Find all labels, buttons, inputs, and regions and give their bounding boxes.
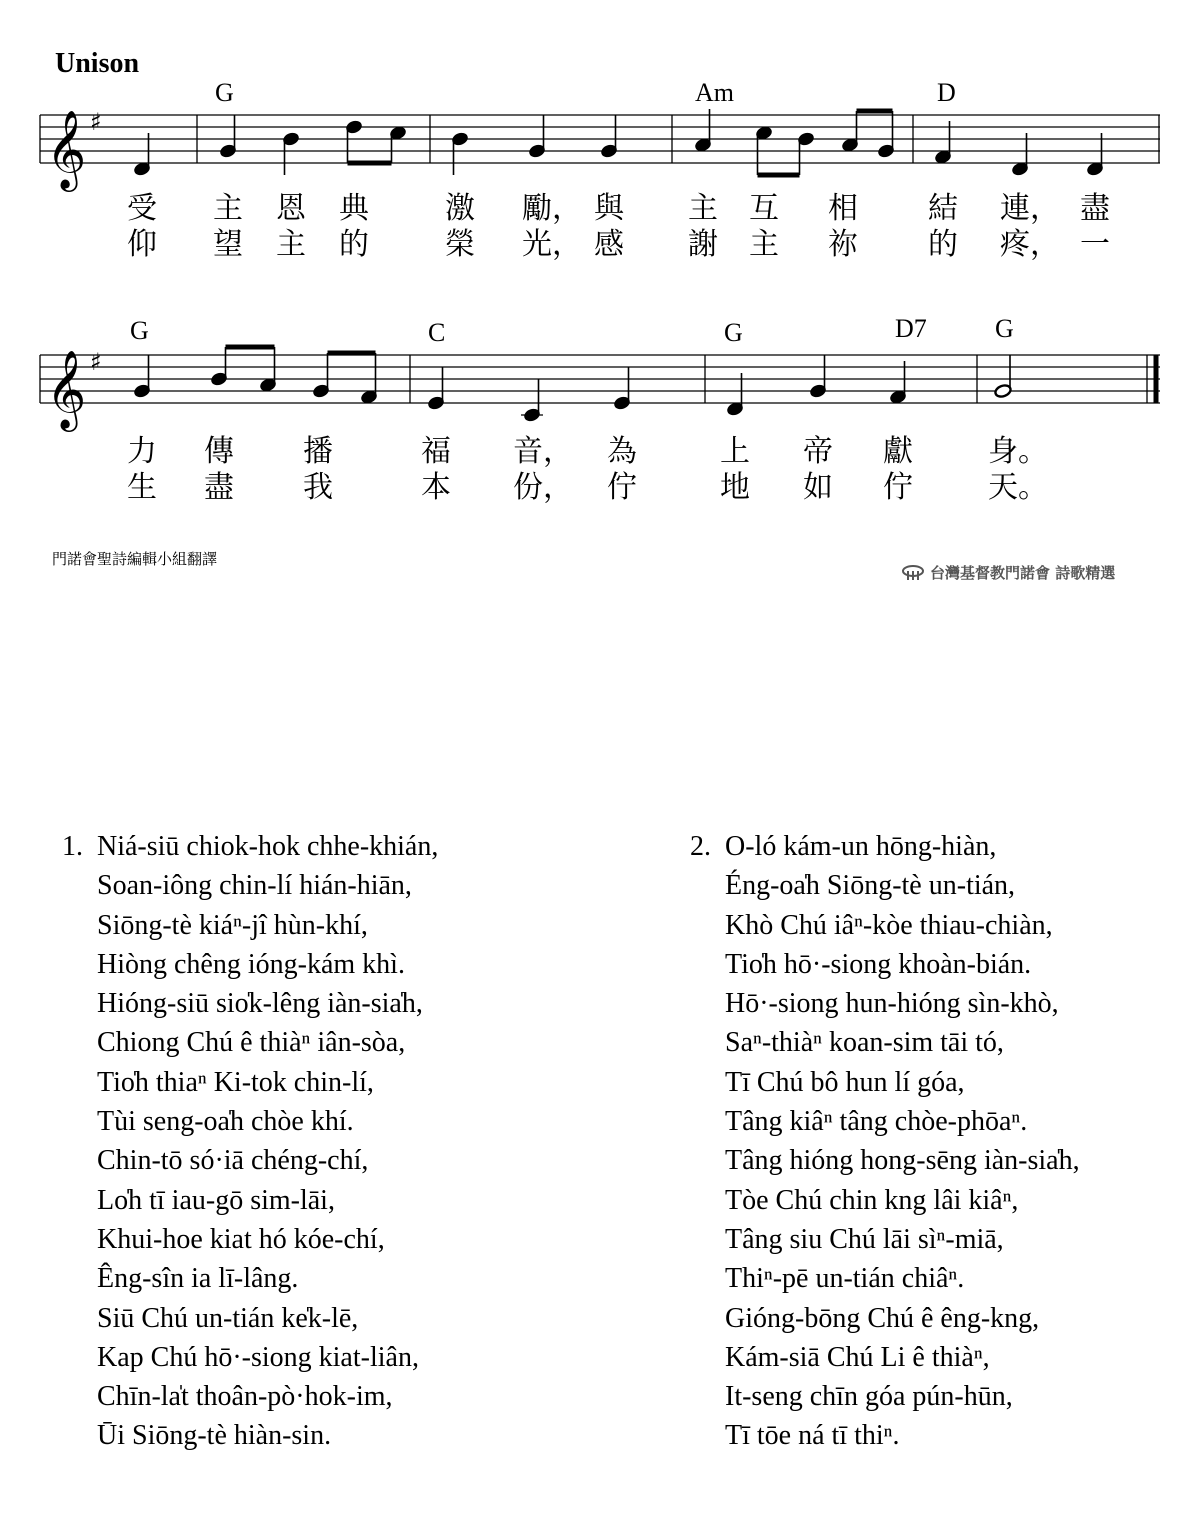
verse-line: Éng-oa̍h Siōng-tè un-tián, (725, 870, 1016, 902)
lyric-syllable: 主 (749, 227, 779, 262)
lyric-syllable: 佇 (607, 470, 637, 505)
verse-line: Khò Chú iâⁿ-kòe thiau-chiàn, (725, 909, 1053, 941)
chord-symbol: G (130, 316, 149, 345)
verse-2 (690, 827, 1080, 1456)
verse-line: Tùi seng-oa̍h chòe khí. (97, 1106, 354, 1138)
translation-credit: 門諾會聖詩編輯小組翻譯 (52, 550, 218, 568)
publisher-name: 台灣基督教門諾會 詩歌精選 (930, 564, 1116, 582)
verse-line: Siū Chú un-tián ke̍k-lē, (97, 1302, 359, 1334)
lyric-syllable: 傳 (204, 434, 234, 469)
lyric-syllable: 連， (1000, 191, 1060, 226)
music-staff-system-2 (0, 340, 1200, 429)
verse-line: Êng-sîn ia lī-lâng. (97, 1263, 299, 1295)
verse-line: Hióng-siū sio̍k-lêng iàn-sia̍h, (97, 988, 423, 1020)
chord-symbol: G (995, 314, 1014, 343)
verse-line: Chin-tō só·iā chéng-chí, (97, 1145, 369, 1177)
chord-symbol: G (215, 78, 234, 107)
verse-1 (62, 827, 438, 1456)
verse-line: Tâng siu Chú lāi sìⁿ-miā, (725, 1223, 1004, 1255)
verse-line: Lo̍h tī iau-gō sim-lāi, (97, 1184, 335, 1216)
lyric-syllable: 祢 (828, 227, 858, 262)
lyric-syllable: 的 (339, 227, 369, 262)
verse-number: 2. (690, 831, 711, 862)
treble-clef-icon (46, 350, 86, 432)
verse-line: Hiòng chêng ióng-kám khì. (97, 948, 405, 980)
lyric-syllable: 勵， (522, 191, 582, 226)
lyric-syllable: 感 (594, 227, 624, 262)
lyric-syllable: 如 (803, 470, 833, 505)
lyric-syllable: 福 (421, 434, 451, 469)
verse-line: Gióng-bōng Chú ê êng-kng, (725, 1302, 1040, 1334)
key-signature-sharp-icon (90, 348, 102, 376)
chord-symbol: D7 (895, 314, 927, 343)
lyric-syllable: 謝 (688, 227, 718, 262)
lyric-syllable: 主 (213, 191, 243, 226)
lyric-syllable: 份， (513, 470, 573, 505)
key-signature-sharp-icon (90, 108, 102, 136)
lyric-syllable: 相 (828, 191, 858, 226)
verse-line: Siōng-tè kiáⁿ-jî hùn-khí, (97, 909, 368, 941)
verse-line: Tâng kiâⁿ tâng chòe-phōaⁿ. (725, 1106, 1028, 1138)
verse-line: It-seng chīn góa pún-hūn, (725, 1381, 1013, 1413)
lyric-syllable: 帝 (803, 434, 833, 469)
lyric-syllable: 盡 (204, 470, 234, 505)
verse-line: Tī Chú bô hun lí góa, (725, 1066, 965, 1098)
svg-text:♯: ♯ (90, 108, 102, 136)
lyric-syllable: 一 (1080, 227, 1110, 262)
lyric-syllable: 典 (339, 191, 369, 226)
chord-symbol: C (428, 318, 446, 347)
verse-line: Chīn-la̍t thoân-pò·hok-im, (97, 1381, 393, 1413)
verse-line: 2. O-ló kám-un hōng-hiàn, (690, 827, 1080, 866)
performance-instruction: Unison (55, 48, 140, 79)
lyric-syllable: 仰 (127, 227, 157, 262)
lyric-syllable: 主 (276, 227, 306, 262)
lyric-syllable: 地 (720, 470, 750, 505)
chord-symbol: D (937, 78, 956, 107)
lyric-syllable: 受 (127, 191, 157, 226)
lyric-syllable: 互 (749, 191, 779, 226)
lyric-syllable: 播 (303, 434, 333, 469)
verse-line: 1. Niá-siū chiok-hok chhe-khián, (62, 827, 438, 866)
music-staff-system-1 (0, 100, 1200, 189)
lyric-syllable: 音， (513, 434, 573, 469)
verse-line: Saⁿ-thiàⁿ koan-sim tāi tó, (725, 1027, 1004, 1059)
verse-line: Tī tōe ná tī thiⁿ. (725, 1420, 900, 1452)
chord-symbol: Am (695, 78, 734, 107)
verse-line: Kám-siā Chú Li ê thiàⁿ, (725, 1341, 990, 1373)
mennonite-logo-icon (902, 565, 924, 581)
treble-clef-icon (46, 110, 86, 192)
lyric-syllable: 的 (928, 227, 958, 262)
verse-line: Khui-hoe kiat hó kóe-chí, (97, 1223, 385, 1255)
lyric-syllable: 恩 (276, 191, 306, 226)
lyric-syllable: 激 (445, 191, 475, 226)
lyric-syllable: 與 (594, 191, 624, 226)
svg-text:𝄞: 𝄞 (46, 350, 87, 429)
svg-text:𝄞: 𝄞 (46, 110, 87, 189)
verse-line: Soan-iông chin-lí hián-hiān, (97, 870, 412, 902)
verse-line: Thiⁿ-pē un-tián chiâⁿ. (725, 1263, 965, 1295)
lyric-syllable: 上 (720, 434, 750, 469)
lyric-syllable: 疼， (1000, 227, 1060, 262)
lyric-syllable: 榮 (445, 227, 475, 262)
verse-number: 1. (62, 831, 83, 862)
verse-line: Tio̍h thiaⁿ Ki-tok chin-lí, (97, 1066, 374, 1098)
verse-line: Kap Chú hō·-siong kiat-liân, (97, 1341, 419, 1373)
lyric-syllable: 生 (127, 470, 157, 505)
verse-line: Hō·-siong hun-hióng sìn-khò, (725, 988, 1059, 1020)
lyric-syllable: 本 (421, 470, 451, 505)
verse-line: Tòe Chú chin kng lâi kiâⁿ, (725, 1184, 1019, 1216)
publisher-mark (902, 562, 1115, 583)
lyric-syllable: 力 (127, 434, 157, 469)
chord-symbol: G (724, 318, 743, 347)
svg-text:♯: ♯ (90, 348, 102, 376)
lyric-syllable: 佇 (883, 470, 913, 505)
lyric-syllable: 盡 (1080, 191, 1110, 226)
verse-line: Tio̍h hō·-siong khoàn-bián. (725, 948, 1032, 980)
lyric-syllable: 主 (688, 191, 718, 226)
lyric-syllable: 為 (607, 434, 637, 469)
lyric-syllable: 天。 (988, 470, 1048, 505)
verse-line: Tâng hióng hong-sēng iàn-sia̍h, (725, 1145, 1080, 1177)
verse-line: Ūi Siōng-tè hiàn-sin. (97, 1420, 332, 1452)
lyric-syllable: 光， (522, 227, 582, 262)
lyric-syllable: 我 (303, 470, 333, 505)
lyric-syllable: 獻 (883, 434, 913, 469)
lyric-syllable: 望 (213, 227, 243, 262)
verse-line: Chiong Chú ê thiàⁿ iân-sòa, (97, 1027, 406, 1059)
lyric-syllable: 身。 (988, 434, 1048, 469)
lyric-syllable: 結 (928, 191, 958, 226)
